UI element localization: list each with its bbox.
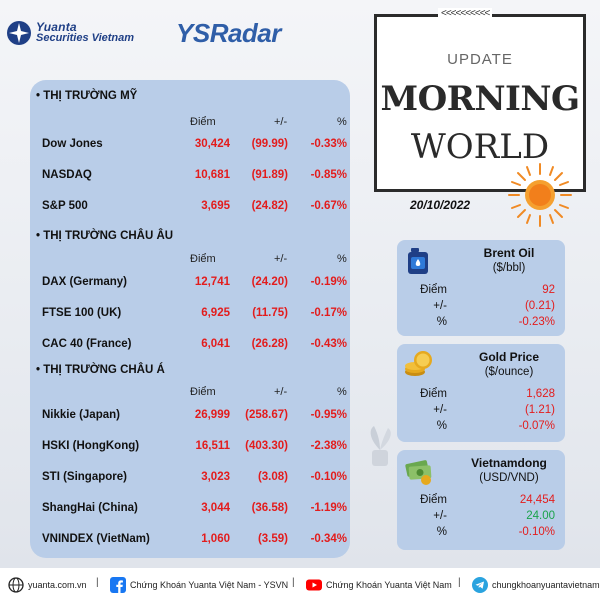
footer-web-text: yuanta.com.vn — [28, 580, 87, 590]
market-name: ShangHai (China) — [42, 502, 138, 514]
col-header-percent: % — [337, 386, 347, 398]
brand-name: Yuanta — [36, 20, 77, 34]
ys-radar-logo — [176, 18, 281, 49]
card-value-percent: -0.07% — [518, 420, 555, 432]
brand[interactable] — [6, 20, 134, 46]
market-change: (3.08) — [257, 471, 288, 483]
section-title-us: • THỊ TRƯỜNG MỸ — [36, 90, 138, 102]
footer-web-link[interactable] — [8, 577, 87, 593]
youtube-icon — [306, 577, 322, 593]
card-title: Gold Price — [478, 350, 540, 364]
market-name: STI (Singapore) — [42, 471, 127, 483]
footer-telegram-link[interactable] — [472, 577, 600, 593]
market-points: 3,044 — [201, 502, 230, 514]
market-percent: -0.95% — [310, 409, 347, 421]
market-change: (91.89) — [251, 169, 288, 181]
market-name: CAC 40 (France) — [42, 338, 132, 350]
banner-world: WORLD — [410, 127, 550, 167]
card-value-percent: -0.10% — [518, 526, 555, 538]
banner-morning: MORNING — [380, 79, 580, 119]
col-header-percent: % — [337, 116, 347, 128]
report-date: 20/10/2022 — [410, 198, 471, 212]
oil-can-icon — [403, 244, 435, 276]
market-change: (3.59) — [257, 533, 288, 545]
telegram-icon — [472, 577, 488, 593]
market-percent: -2.38% — [310, 440, 347, 452]
market-name: HSKI (HongKong) — [42, 440, 140, 452]
market-points: 3,695 — [201, 200, 230, 212]
col-header-percent: % — [337, 253, 347, 265]
footer-facebook-text: Chứng Khoán Yuanta Việt Nam - YSVN — [130, 580, 289, 590]
market-name: Dow Jones — [42, 138, 103, 150]
market-change: (11.75) — [252, 307, 288, 319]
card-unit: (USD/VND) — [479, 472, 539, 484]
banner-arrows: <<<<<<<<<< — [438, 8, 492, 19]
yuanta-logo-icon — [6, 20, 32, 46]
market-percent: -0.67% — [310, 200, 347, 212]
market-percent: -0.17% — [310, 307, 347, 319]
market-change: (24.20) — [251, 276, 288, 288]
card-label-points: Điểm — [420, 494, 447, 506]
card-label-points: Điểm — [420, 388, 447, 400]
card-value-points: 92 — [542, 284, 555, 296]
market-percent: -0.19% — [310, 276, 347, 288]
card-value-change: 24.00 — [526, 510, 555, 522]
card-title: Brent Oil — [483, 246, 535, 260]
card-label-change: +/- — [433, 510, 447, 522]
brand-subtitle: Securities Vietnam — [36, 32, 135, 44]
market-percent: -1.19% — [310, 502, 347, 514]
markets-panel — [30, 80, 350, 558]
card-value-change: (1.21) — [524, 404, 555, 416]
card-value-points: 1,628 — [526, 388, 555, 400]
market-points: 10,681 — [194, 169, 230, 181]
market-points: 12,741 — [194, 276, 230, 288]
card-value-points: 24,454 — [519, 494, 555, 506]
market-percent: -0.34% — [310, 533, 347, 545]
market-change: (403.30) — [245, 440, 288, 452]
col-header-points: Điểm — [190, 253, 216, 265]
col-header-change: +/- — [274, 386, 288, 398]
card-unit: ($/ounce) — [484, 366, 534, 378]
section-title-asia: • THỊ TRƯỜNG CHÂU Á — [36, 364, 165, 376]
card-label-percent: % — [436, 526, 447, 538]
col-header-points: Điểm — [190, 386, 216, 398]
market-name: Nikkie (Japan) — [42, 409, 120, 421]
footer-separator: | — [292, 577, 295, 588]
card-label-percent: % — [436, 420, 447, 432]
card-value-percent: -0.23% — [518, 316, 555, 328]
market-change: (24.82) — [251, 200, 288, 212]
gold-coins-icon — [403, 348, 435, 380]
card-label-change: +/- — [433, 300, 447, 312]
sun-icon — [505, 160, 575, 230]
market-points: 6,925 — [201, 307, 230, 319]
market-points: 30,424 — [194, 138, 230, 150]
radar-ys: YS — [176, 18, 210, 48]
market-points: 1,060 — [201, 533, 230, 545]
footer-facebook-link[interactable] — [110, 577, 288, 593]
footer-telegram-text: chungkhoanyuantavietnam — [492, 580, 600, 590]
card-label-percent: % — [436, 316, 447, 328]
card-label-change: +/- — [433, 404, 447, 416]
market-points: 16,511 — [195, 440, 230, 452]
card-title: Vietnamdong — [471, 456, 547, 470]
card-value-change: (0.21) — [524, 300, 555, 312]
market-change: (26.28) — [251, 338, 288, 350]
card-label-points: Điểm — [420, 284, 447, 296]
section-title-eu: • THỊ TRƯỜNG CHÂU ÂU — [36, 230, 174, 242]
footer — [0, 568, 600, 600]
globe-icon — [8, 577, 24, 593]
footer-youtube-text: Chứng Khoán Yuanta Việt Nam — [326, 580, 452, 590]
brand-text — [36, 22, 134, 44]
gold-price-card — [397, 344, 565, 442]
col-header-change: +/- — [274, 253, 288, 265]
footer-separator: | — [96, 577, 99, 588]
market-name: VNINDEX (VietNam) — [42, 533, 150, 545]
market-percent: -0.33% — [310, 138, 347, 150]
market-name: NASDAQ — [42, 169, 92, 181]
footer-separator: | — [458, 577, 461, 588]
footer-youtube-link[interactable] — [306, 577, 452, 593]
radar-word: Radar — [209, 18, 281, 48]
vietnamdong-card — [397, 450, 565, 550]
facebook-icon — [110, 577, 126, 593]
banner-update: UPDATE — [447, 51, 513, 68]
col-header-change: +/- — [274, 116, 288, 128]
market-change: (258.67) — [245, 409, 288, 421]
market-change: (36.58) — [251, 502, 288, 514]
market-name: S&P 500 — [42, 200, 88, 212]
market-points: 6,041 — [201, 338, 230, 350]
col-header-points: Điểm — [190, 116, 216, 128]
market-percent: -0.43% — [310, 338, 347, 350]
market-points: 26,999 — [194, 409, 230, 421]
market-points: 3,023 — [201, 471, 230, 483]
card-unit: ($/bbl) — [492, 262, 526, 274]
market-name: DAX (Germany) — [42, 276, 127, 288]
market-name: FTSE 100 (UK) — [42, 307, 122, 319]
market-percent: -0.10% — [310, 471, 347, 483]
plant-decoration-icon — [360, 420, 400, 470]
money-icon — [403, 454, 435, 486]
brent-oil-card — [397, 240, 565, 336]
market-percent: -0.85% — [310, 169, 347, 181]
market-change: (99.99) — [251, 138, 288, 150]
